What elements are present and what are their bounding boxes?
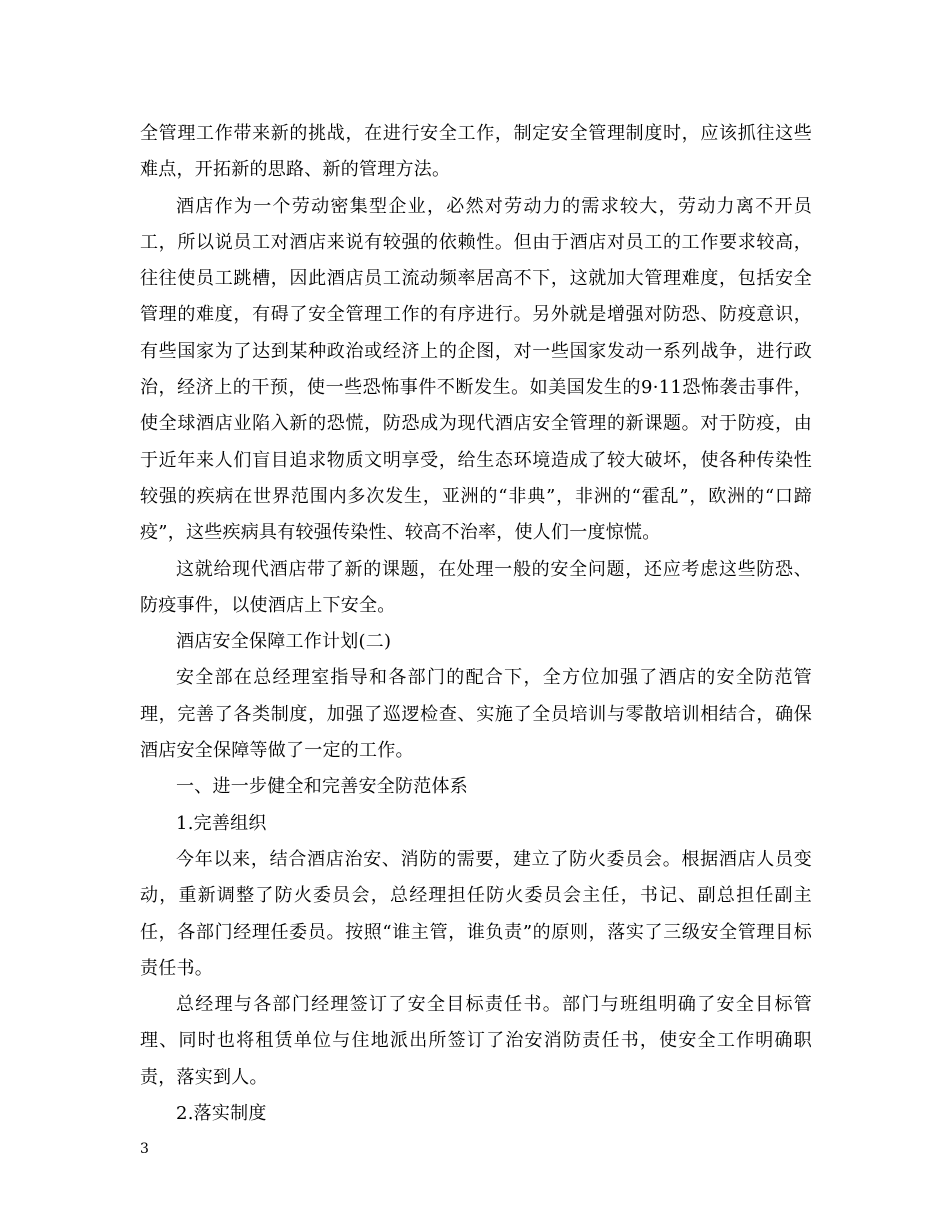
paragraph: 酒店作为一个劳动密集型企业，必然对劳动力的需求较大，劳动力离不开员工，所以说员工对酒店来说有较强的依赖性。但由于酒店对员工的工作要求较高，往往使员工跳槽，因此酒店员工流动频率居高不下，这就加大管理难度，包括安全管理的难度，有碍了安全管理工作的有序进行。另外就是增强对防恐、防疫意识，有些国家为了达到某种政治或经济上的企图，对一些国家发动一系列战争，进行政治，经济上的干预，使一些恐怖事件不断发生。如美国发生的9·11恐怖袭击事件，使全球酒店业陷入新的恐慌，防恐成为现代酒店安全管理的新课题。对于防疫，由于近年来人们盲目追求物质文明享受，给生态环境造成了较大破坏，使各种传染性较强的疾病在世界范围内多次发生，亚洲的“非典”，非洲的“霍乱”，欧洲的“口蹄疫”，这些疾病具有较强传染性、较高不治率，使人们一度惊慌。 bbox=[140, 195, 812, 544]
paragraph: 总经理与各部门经理签订了安全目标责任书。部门与班组明确了安全目标管理、同时也将租赁单位与住地派出所签订了治安消防责任书，使安全工作明确职责，落实到人。 bbox=[140, 994, 812, 1088]
paragraph: 今年以来，结合酒店治安、消防的需要，建立了防火委员会。根据酒店人员变动，重新调整了防火委员会，总经理担任防火委员会主任，书记、副总担任副主任，各部门经理任委员。按照“谁主管，谁负责”的原则，落实了三级安全管理目标责任书。 bbox=[140, 848, 812, 979]
paragraph: 这就给现代酒店带了新的课题，在处理一般的安全问题，还应考虑这些防恐、防疫事件，以使酒店上下安全。 bbox=[140, 558, 812, 616]
paragraph: 全管理工作带来新的挑战，在进行安全工作，制定安全管理制度时，应该抓往这些难点，开拓新的思路、新的管理方法。 bbox=[140, 123, 812, 181]
subsection-heading: 1.完善组织 bbox=[176, 812, 267, 834]
subsection-heading: 2.落实制度 bbox=[176, 1103, 267, 1125]
section-heading: 酒店安全保障工作计划(二) bbox=[176, 631, 392, 653]
section-heading: 一、进一步健全和完善安全防范体系 bbox=[176, 776, 468, 798]
page-number: 3 bbox=[140, 1141, 149, 1157]
document-body bbox=[140, 116, 812, 1132]
paragraph: 安全部在总经理室指导和各部门的配合下，全方位加强了酒店的安全防范管理，完善了各类制度，加强了巡逻检查、实施了全员培训与零散培训相结合，确保酒店安全保障等做了一定的工作。 bbox=[140, 667, 812, 762]
